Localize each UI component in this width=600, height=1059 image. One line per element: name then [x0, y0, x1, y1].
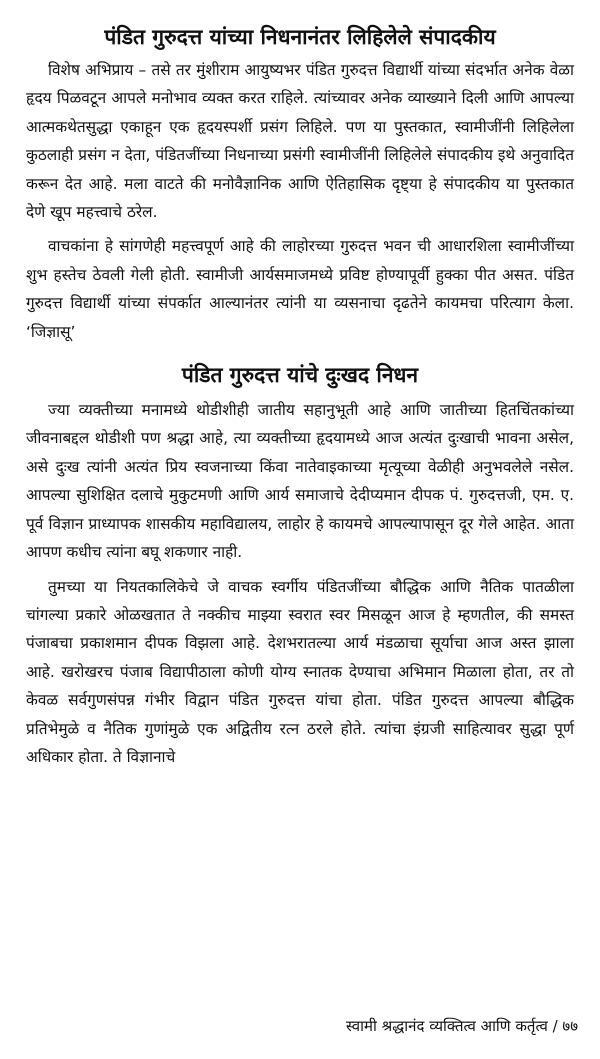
- obituary-paragraph-2: तुमच्या या नियतकालिकेचे जे वाचक स्वर्गीय पंडितजींच्या बौद्धिक आणि नैतिक पातळीला चांगल्या प्रकारे ओळखतात ते नक्कीच माझ्या स्वरात स्वर मिसळून आज हे म्हणतील, की समस्त पंजाबचा प्रकाशमान दीपक विझला आहे. देशभरातल्या आर्य मंडळाचा सूर्याचा आज अस्त झाला आहे. खरोखरच पंजाब विद्यापीठाला कोणी योग्य स्नातक देण्याचा अभिमान मिळाला होता, तर तो केवळ सर्वगुणसंपन्न गंभीर विद्वान पंडित गुरुदत्त यांचा होता. पंडित गुरुदत्त आपल्या बौद्धिक प्रतिभेमुळे व नैतिक गुणांमुळे एक अद्वितीय रत्न ठरले होते. त्यांचा इंग्रजी साहित्यावर सुद्धा पूर्ण अधिकार होता. ते विज्ञानाचे: [26, 577, 574, 766]
- page-footer: स्वामी श्रद्धानंद व्यक्तित्व आणि कर्तृत्व / ७७: [345, 1017, 578, 1035]
- obituary-paragraph-1: ज्या व्यक्तीच्या मनामध्ये थोडीशीही जातीय सहानुभूती आहे आणि जातीच्या हितचिंतकांच्या जीवनाबद्दल थोडीशी पण श्रद्धा आहे, त्या व्यक्तीच्या हृदयामध्ये आज अत्यंत दुःखाची भावना असेल, असे दुःख त्यांनी अत्यंत प्रिय स्वजनाच्या किंवा नातेवाइकाच्या मृत्यूच्या वेळीही अनुभवलेले नसेल. आपल्या सुशिक्षित दलाचे मुकुटमणी आणि आर्य समाजाचे देदीप्यमान दीपक पं. गुरुदत्तजी, एम. ए. पूर्व विज्ञान प्राध्यापक शासकीय महाविद्यालय, लाहोर हे कायमचे आपल्यापासून दूर गेले आहेत. आता आपण कधीच त्यांना बघू शकणार नाही.: [26, 401, 574, 562]
- editorial-section: [26, 22, 574, 346]
- obituary-heading: पंडित गुरुदत्त यांचे दुःखद निधन: [181, 363, 419, 388]
- obituary-section: [26, 360, 574, 771]
- editorial-paragraph-1: विशेष अभिप्राय – तसे तर मुंशीराम आयुष्यभर पंडित गुरुदत्त विद्यार्थी यांच्या संदर्भात अनेक वेळा हृदय पिळवटून आपले मनोभाव व्यक्त करत राहिले. त्यांच्यावर अनेक व्याख्याने दिली आणि आपल्या आत्मकथेतसुद्धा एकाहून एक हृदयस्पर्शी प्रसंग लिहिले. पण या पुस्तकात, स्वामीजींनी लिहिलेला कुठलाही प्रसंग न देता, पंडितजींच्या निधनाच्या प्रसंगी स्वामीजींनी लिहिलेले संपादकीय इथे अनुवादित करून देत आहे. मला वाटते की मनोवैज्ञानिक आणि ऐतिहासिक दृष्ट्या हे संपादकीय या पुस्तकात देणे खूप महत्त्वाचे ठरेल.: [26, 61, 574, 222]
- editorial-paragraph-2: वाचकांना हे सांगणेही महत्त्वपूर्ण आहे की लाहोरच्या गुरुदत्त भवन ची आधारशिला स्वामीजींच्या शुभ हस्तेच ठेवली गेली होती. स्वामीजी आर्यसमाजमध्ये प्रविष्ट होण्यापूर्वी हुक्का पीत असत. पंडित गुरुदत्त विद्यार्थी यांच्या संपर्कात आल्यानंतर त्यांनी या व्यसनाचा दृढतेने कायमचा परित्याग केला. ‘जिज्ञासू’: [26, 237, 574, 341]
- editorial-heading: पंडित गुरुदत्त यांच्या निधनानंतर लिहिलेले संपादकीय: [104, 25, 496, 49]
